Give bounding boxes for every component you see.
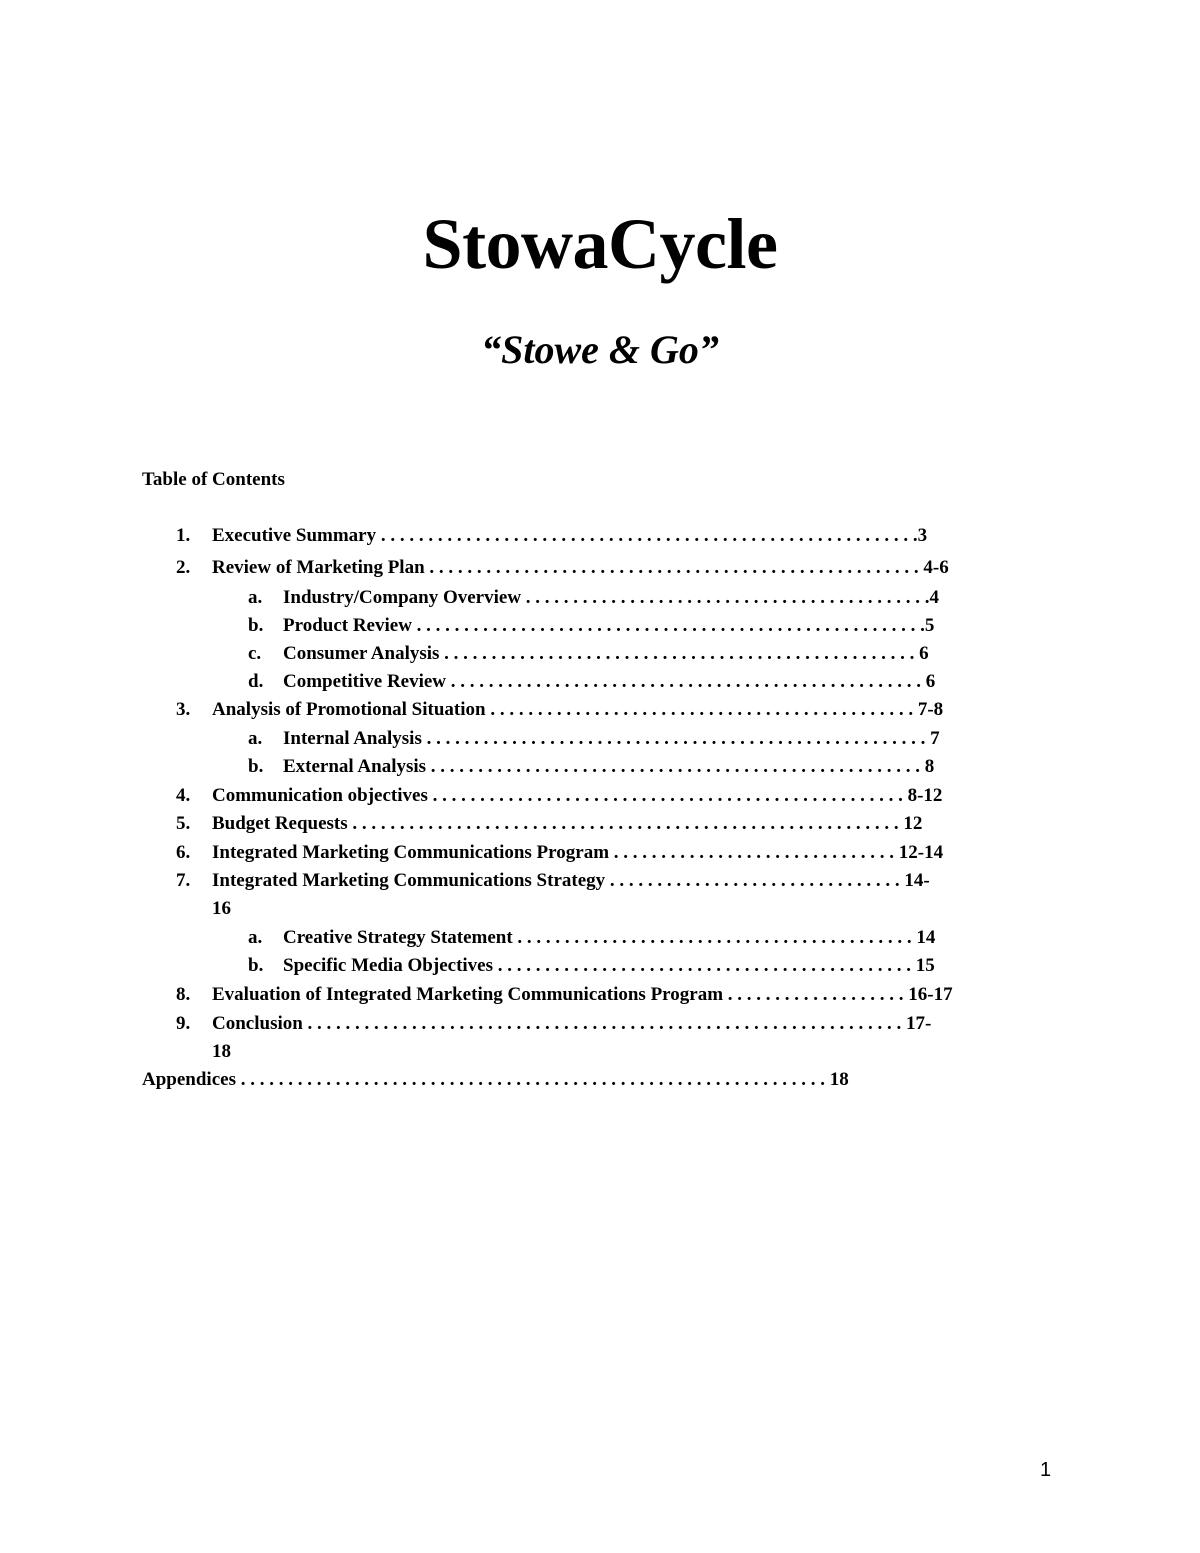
toc-entry-text: Integrated Marketing Communications Program . . . . . . . . . . . . . . . . . . . . . . . . . . . . . . 12-14 [212, 842, 944, 863]
toc-entry-text: Product Review . . . . . . . . . . . . . . . . . . . . . . . . . . . . . . . . . . . . . . . . . . . . . . . . . . . . . .5 [283, 615, 935, 636]
toc-entry-text: Review of Marketing Plan . . . . . . . . . . . . . . . . . . . . . . . . . . . . . . . . . . . . . . . . . . . . . . . . . . . . 4-6 [212, 557, 949, 578]
toc-entry-letter: b. [248, 955, 264, 976]
toc-heading: Table of Contents [142, 469, 285, 490]
toc-entry-number: 6. [176, 842, 191, 863]
toc-entry-letter: b. [248, 756, 264, 777]
toc-entry-text: Executive Summary . . . . . . . . . . . . . . . . . . . . . . . . . . . . . . . . . . . . . . . . . . . . . . . . . . . . . . . . .3 [212, 525, 928, 546]
toc-entry-number: 7. [176, 870, 191, 891]
toc-entry-number: 9. [176, 1013, 191, 1034]
toc-entry-text: Evaluation of Integrated Marketing Communications Program . . . . . . . . . . . . . . . . . . . 16-17 [212, 984, 953, 1005]
toc-entry-number: 8. [176, 984, 191, 1005]
toc-entry-number: 2. [176, 557, 191, 578]
toc-entry-text: Analysis of Promotional Situation . . . . . . . . . . . . . . . . . . . . . . . . . . . . . . . . . . . . . . . . . . . . . 7-8 [212, 699, 944, 720]
document-subtitle: “Stowe & Go” [481, 327, 719, 372]
toc-entry-text-continued: 16 [212, 898, 231, 919]
toc-entry-number: 3. [176, 699, 191, 720]
toc-entry-text: Consumer Analysis . . . . . . . . . . . . . . . . . . . . . . . . . . . . . . . . . . . . . . . . . . . . . . . . . . 6 [283, 643, 929, 664]
toc-entry-text: Conclusion . . . . . . . . . . . . . . . . . . . . . . . . . . . . . . . . . . . . . . . . . . . . . . . . . . . . . . . . . . . . . . . 17- [212, 1013, 932, 1034]
document-title: StowaCycle [422, 204, 778, 284]
toc-entry-letter: a. [248, 927, 263, 948]
toc-entry-text: Creative Strategy Statement . . . . . . . . . . . . . . . . . . . . . . . . . . . . . . . . . . . . . . . . . . 14 [283, 927, 936, 948]
toc-entry-text-continued: 18 [212, 1041, 231, 1062]
toc-entry-text: Specific Media Objectives . . . . . . . . . . . . . . . . . . . . . . . . . . . . . . . . . . . . . . . . . . . . 15 [283, 955, 935, 976]
toc-entry-letter: d. [248, 671, 264, 692]
toc-entry-text: Competitive Review . . . . . . . . . . . . . . . . . . . . . . . . . . . . . . . . . . . . . . . . . . . . . . . . . . 6 [283, 671, 936, 692]
toc-entry-number: 4. [176, 785, 191, 806]
toc-entry-text: External Analysis . . . . . . . . . . . . . . . . . . . . . . . . . . . . . . . . . . . . . . . . . . . . . . . . . . . . 8 [283, 756, 935, 777]
toc-entry-letter: a. [248, 587, 263, 608]
toc-entry-text: Budget Requests . . . . . . . . . . . . . . . . . . . . . . . . . . . . . . . . . . . . . . . . . . . . . . . . . . . . . . . . . . 12 [212, 813, 923, 834]
toc-entry-letter: c. [248, 643, 262, 664]
toc-entry-number: 1. [176, 525, 191, 546]
toc-entry-text: Internal Analysis . . . . . . . . . . . . . . . . . . . . . . . . . . . . . . . . . . . . . . . . . . . . . . . . . . . . . 7 [283, 728, 940, 749]
toc-entry-text: Integrated Marketing Communications Strategy . . . . . . . . . . . . . . . . . . . . . . . . . . . . . . . 14- [212, 870, 930, 891]
toc-entry-number: 5. [176, 813, 191, 834]
toc-entry-text: Appendices . . . . . . . . . . . . . . . . . . . . . . . . . . . . . . . . . . . . . . . . . . . . . . . . . . . . . . . . . . . . . . 18 [142, 1069, 849, 1090]
toc-entry-text: Industry/Company Overview . . . . . . . . . . . . . . . . . . . . . . . . . . . . . . . . . . . . . . . . . . .4 [283, 587, 940, 608]
toc-entry-letter: a. [248, 728, 263, 749]
toc-entry-text: Communication objectives . . . . . . . . . . . . . . . . . . . . . . . . . . . . . . . . . . . . . . . . . . . . . . . . . . 8-12 [212, 785, 943, 806]
toc-entry-letter: b. [248, 615, 264, 636]
page-number: 1 [1040, 1459, 1052, 1481]
